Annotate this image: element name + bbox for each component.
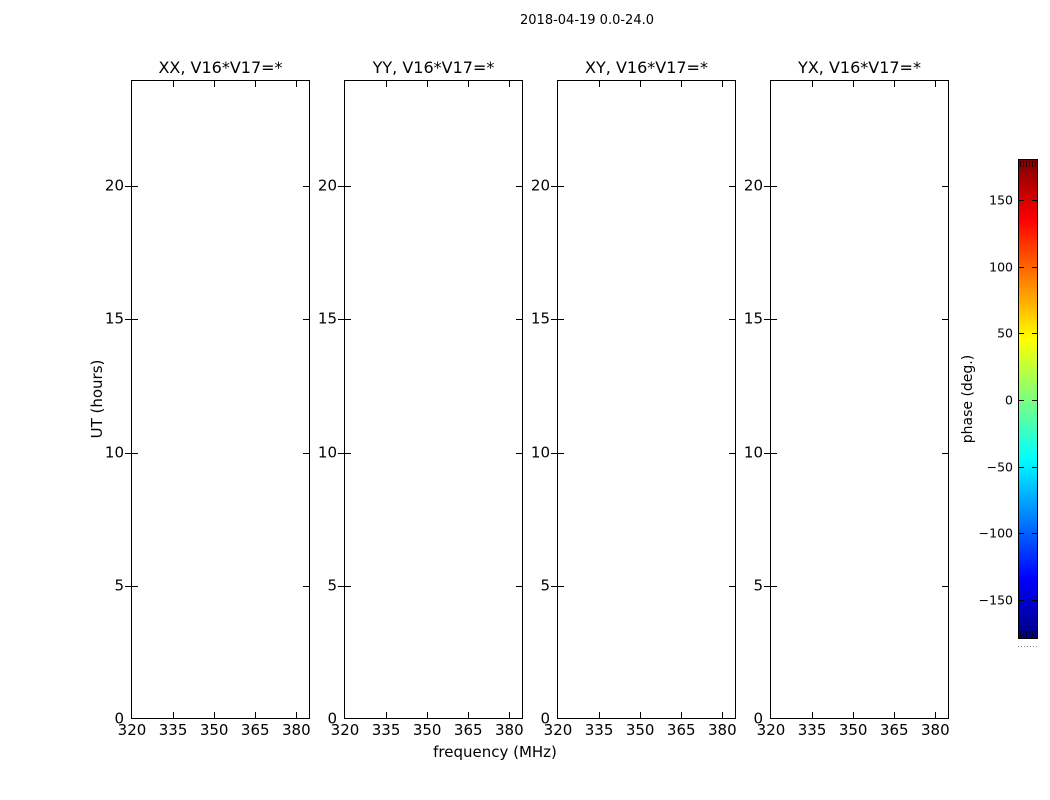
x-tick-mark bbox=[509, 81, 510, 87]
x-tick-mark bbox=[894, 81, 895, 87]
x-tick-mark bbox=[681, 712, 682, 718]
x-tick-mark bbox=[296, 712, 297, 718]
y-tick-mark bbox=[516, 186, 522, 187]
x-tick-label: 350 bbox=[412, 721, 442, 739]
x-tick-label: 380 bbox=[281, 721, 311, 739]
x-tick-label: 320 bbox=[117, 721, 147, 739]
y-tick-mark bbox=[942, 186, 948, 187]
y-tick-mark bbox=[729, 453, 735, 454]
y-tick-label: 20 bbox=[104, 176, 124, 195]
x-tick-mark bbox=[722, 81, 723, 87]
y-tick-label: 20 bbox=[743, 176, 763, 195]
x-tick-label: 380 bbox=[707, 721, 737, 739]
x-tick-mark bbox=[812, 81, 813, 87]
colorbar-tick-label: 150 bbox=[989, 192, 1013, 208]
y-tick-mark bbox=[942, 319, 948, 320]
colorbar-tick-label: −150 bbox=[978, 592, 1013, 608]
x-tick-mark bbox=[214, 712, 215, 718]
y-tick-label: 0 bbox=[540, 709, 550, 728]
y-tick-mark bbox=[942, 453, 948, 454]
x-tick-mark bbox=[894, 712, 895, 718]
colorbar-tick-mark bbox=[1032, 600, 1037, 601]
x-tick-label: 350 bbox=[199, 721, 229, 739]
x-tick-mark bbox=[681, 81, 682, 87]
y-tick-mark bbox=[516, 453, 522, 454]
y-tick-mark bbox=[551, 186, 564, 187]
colorbar-tick-mark bbox=[1019, 467, 1024, 468]
y-tick-label: 15 bbox=[317, 309, 337, 328]
y-tick-mark bbox=[125, 453, 138, 454]
colorbar-tick-mark bbox=[1019, 400, 1024, 401]
x-tick-label: 365 bbox=[453, 721, 483, 739]
x-tick-mark bbox=[722, 712, 723, 718]
y-tick-label: 15 bbox=[104, 309, 124, 328]
y-tick-label: 0 bbox=[753, 709, 763, 728]
x-tick-mark bbox=[255, 712, 256, 718]
x-tick-mark bbox=[173, 712, 174, 718]
x-tick-label: 350 bbox=[625, 721, 655, 739]
y-tick-mark bbox=[551, 586, 564, 587]
x-tick-label: 335 bbox=[371, 721, 401, 739]
colorbar bbox=[978, 159, 1038, 639]
x-tick-mark bbox=[296, 81, 297, 87]
x-tick-label: 335 bbox=[797, 721, 827, 739]
y-tick-mark bbox=[729, 586, 735, 587]
x-tick-label: 320 bbox=[543, 721, 573, 739]
panel-yx bbox=[743, 58, 950, 739]
x-tick-mark bbox=[386, 81, 387, 87]
y-tick-mark bbox=[125, 319, 138, 320]
x-tick-label: 320 bbox=[756, 721, 786, 739]
y-tick-mark bbox=[303, 586, 309, 587]
colorbar-tick-mark bbox=[1032, 400, 1037, 401]
x-tick-mark bbox=[599, 712, 600, 718]
x-tick-label: 335 bbox=[584, 721, 614, 739]
y-tick-label: 5 bbox=[540, 576, 550, 595]
y-tick-label: 5 bbox=[114, 576, 124, 595]
x-tick-mark bbox=[468, 712, 469, 718]
y-axis-label: UT (hours) bbox=[88, 359, 106, 439]
y-tick-label: 15 bbox=[743, 309, 763, 328]
y-tick-label: 10 bbox=[530, 443, 550, 461]
panel-yy-title: YY, V16*V17=* bbox=[372, 58, 495, 77]
colorbar-tick-mark bbox=[1019, 533, 1024, 534]
y-tick-mark bbox=[338, 453, 351, 454]
x-tick-label: 335 bbox=[158, 721, 188, 739]
colorbar-tick-mark bbox=[1032, 533, 1037, 534]
y-tick-mark bbox=[729, 319, 735, 320]
panel-xx-title: XX, V16*V17=* bbox=[158, 58, 283, 77]
y-tick-label: 10 bbox=[743, 443, 763, 461]
y-tick-label: 20 bbox=[530, 176, 550, 195]
y-tick-mark bbox=[125, 186, 138, 187]
x-tick-label: 365 bbox=[879, 721, 909, 739]
y-tick-mark bbox=[942, 586, 948, 587]
y-tick-mark bbox=[303, 186, 309, 187]
y-tick-label: 5 bbox=[753, 576, 763, 595]
colorbar-tick-label: −50 bbox=[986, 459, 1013, 475]
y-tick-mark bbox=[516, 586, 522, 587]
panel-xy-title: XY, V16*V17=* bbox=[585, 58, 708, 77]
y-tick-mark bbox=[303, 453, 309, 454]
x-tick-label: 320 bbox=[330, 721, 360, 739]
y-tick-mark bbox=[764, 319, 777, 320]
x-tick-mark bbox=[812, 712, 813, 718]
x-tick-mark bbox=[214, 81, 215, 87]
colorbar-tick-mark bbox=[1032, 333, 1037, 334]
y-tick-mark bbox=[338, 186, 351, 187]
colorbar-tick-mark bbox=[1019, 200, 1024, 201]
colorbar-tick-label: 0 bbox=[1005, 392, 1013, 408]
x-tick-mark bbox=[468, 81, 469, 87]
x-tick-mark bbox=[853, 712, 854, 718]
x-tick-mark bbox=[427, 712, 428, 718]
x-tick-label: 380 bbox=[920, 721, 950, 739]
colorbar-tick-label: 100 bbox=[989, 259, 1013, 275]
colorbar-tick-label: −100 bbox=[978, 525, 1013, 541]
y-tick-mark bbox=[516, 319, 522, 320]
y-tick-label: 15 bbox=[530, 309, 550, 328]
x-tick-mark bbox=[640, 712, 641, 718]
colorbar-tick-mark bbox=[1032, 467, 1037, 468]
y-tick-mark bbox=[551, 453, 564, 454]
x-tick-mark bbox=[427, 81, 428, 87]
x-tick-mark bbox=[853, 81, 854, 87]
colorbar-tick-label: 50 bbox=[997, 325, 1013, 341]
x-tick-mark bbox=[509, 712, 510, 718]
x-tick-mark bbox=[599, 81, 600, 87]
panel-yy bbox=[317, 58, 524, 739]
y-tick-mark bbox=[729, 186, 735, 187]
y-tick-label: 10 bbox=[317, 443, 337, 461]
colorbar-bottom-hatch bbox=[1020, 631, 1036, 637]
colorbar-tick-mark bbox=[1032, 200, 1037, 201]
panel-xx bbox=[104, 58, 311, 739]
x-tick-mark bbox=[386, 712, 387, 718]
y-tick-label: 20 bbox=[317, 176, 337, 195]
x-tick-mark bbox=[935, 712, 936, 718]
y-tick-label: 10 bbox=[104, 443, 124, 461]
x-tick-mark bbox=[935, 81, 936, 87]
y-tick-mark bbox=[764, 453, 777, 454]
colorbar-tick-mark bbox=[1032, 267, 1037, 268]
y-tick-mark bbox=[764, 186, 777, 187]
x-tick-mark bbox=[255, 81, 256, 87]
x-tick-label: 365 bbox=[240, 721, 270, 739]
colorbar-tick-mark bbox=[1019, 333, 1024, 334]
colorbar-tick-mark bbox=[1019, 267, 1024, 268]
x-tick-label: 380 bbox=[494, 721, 524, 739]
y-tick-mark bbox=[338, 319, 351, 320]
x-tick-label: 350 bbox=[838, 721, 868, 739]
y-tick-label: 0 bbox=[114, 709, 124, 728]
y-tick-mark bbox=[551, 319, 564, 320]
y-tick-mark bbox=[125, 586, 138, 587]
y-tick-mark bbox=[764, 586, 777, 587]
y-tick-mark bbox=[338, 586, 351, 587]
colorbar-bottom-dots bbox=[1018, 646, 1038, 647]
x-tick-label: 365 bbox=[666, 721, 696, 739]
x-tick-mark bbox=[640, 81, 641, 87]
figure-suptitle: 2018-04-19 0.0-24.0 bbox=[520, 13, 654, 28]
panel-xy bbox=[530, 58, 737, 739]
x-axis-label: frequency (MHz) bbox=[433, 743, 557, 761]
y-tick-label: 5 bbox=[327, 576, 337, 595]
colorbar-axis-label: phase (deg.) bbox=[960, 354, 976, 444]
colorbar-tick-mark bbox=[1019, 600, 1024, 601]
y-tick-label: 0 bbox=[327, 709, 337, 728]
colorbar-top-hatch bbox=[1020, 161, 1036, 167]
panel-yx-title: YX, V16*V17=* bbox=[798, 58, 921, 77]
x-tick-mark bbox=[173, 81, 174, 87]
y-tick-mark bbox=[303, 319, 309, 320]
